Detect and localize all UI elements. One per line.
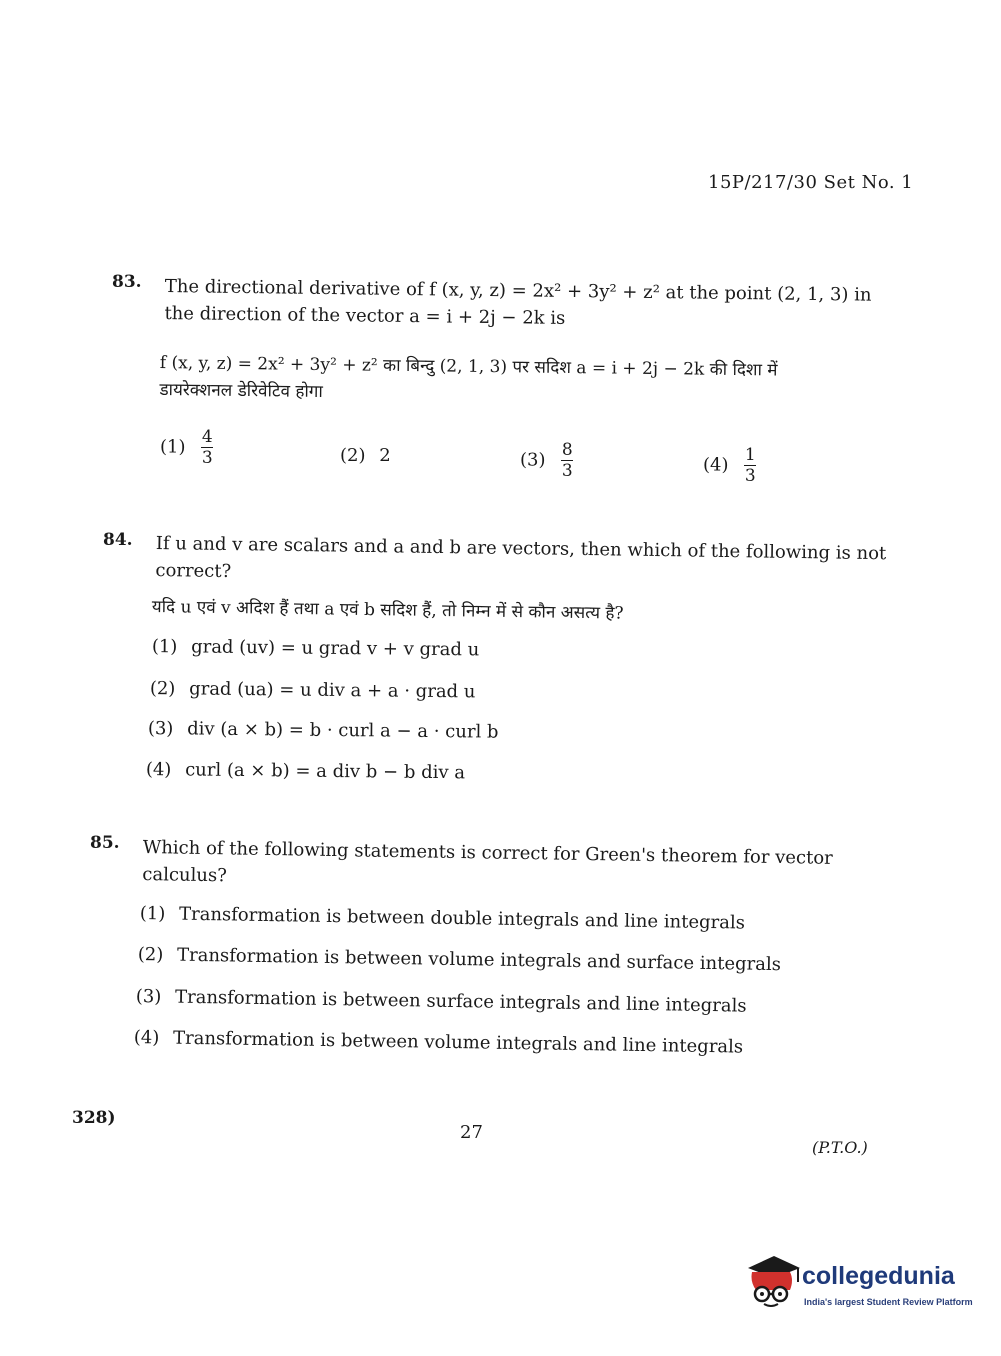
question-85-english-line1: Which of the following statements is correct for Green's theorem for vector (142, 836, 833, 869)
question-84-english-line2: correct? (155, 559, 232, 583)
option-label: (2) (149, 678, 176, 700)
brand-name: collegedunia (802, 1262, 955, 1290)
question-number-85: 85. (90, 833, 120, 853)
option-text: Transformation is between volume integrals and surface integrals (176, 944, 782, 976)
question-83-english-line2: the direction of the vector a = i + 2j − 2k is (164, 302, 566, 329)
question-number-83: 83. (112, 272, 142, 292)
option-label: (1) (151, 636, 178, 658)
question-85-english-line2: calculus? (142, 863, 228, 887)
option-label: (1) (160, 436, 186, 458)
question-84-option-3 (148, 718, 499, 743)
option-text: grad (uv) = u grad v + v grad u (191, 636, 480, 661)
question-84-option-1 (152, 636, 480, 660)
question-85-option-2 (138, 944, 781, 975)
question-84-option-4 (146, 759, 465, 783)
option-value: 2 (379, 445, 391, 466)
header-code: 15P/217/30 Set No. 1 (708, 172, 914, 193)
question-85-option-1 (140, 903, 745, 934)
option-text: curl (a × b) = a div b − b div a (185, 759, 466, 784)
question-84-text (155, 530, 901, 594)
fraction-numerator: 8 (561, 440, 573, 460)
fraction (744, 446, 756, 485)
fraction (561, 441, 573, 480)
page-number: 27 (460, 1122, 483, 1143)
question-83-option-4 (703, 446, 756, 485)
question-83-hindi-line2: डायरेक्शनल डेरिवेटिव होगा (159, 379, 323, 402)
fraction (201, 428, 213, 467)
option-label: (4) (133, 1027, 160, 1049)
question-83-hindi (159, 350, 910, 413)
question-83-option-3 (520, 441, 573, 480)
option-text: div (a × b) = b · curl a − a · curl b (187, 718, 499, 743)
option-label: (2) (340, 445, 366, 466)
question-83-option-1 (160, 428, 213, 467)
option-label: (4) (145, 759, 172, 781)
option-label: (1) (139, 903, 166, 925)
fraction-numerator: 4 (201, 427, 213, 447)
question-83-text (164, 273, 910, 336)
question-83-option-2 (340, 445, 391, 466)
option-text: Transformation is between volume integrals and line integrals (172, 1027, 744, 1058)
option-label: (2) (137, 944, 164, 966)
fraction-denominator: 3 (201, 448, 213, 468)
option-text: Transformation is between double integrals and line integrals (178, 903, 746, 934)
question-84-option-2 (150, 678, 476, 702)
option-label: (3) (147, 718, 174, 740)
question-85-option-3 (136, 986, 747, 1017)
question-83-hindi-line1: f (x, y, z) = 2x² + 3y² + z² का बिन्दु (2, 1, 3) पर सदिश a = i + 2j − 2k की दिशा में (159, 352, 778, 381)
question-84-english-line1: If u and v are scalars and a and b are vectors, then which of the following is not (155, 532, 887, 565)
fraction-numerator: 1 (744, 445, 756, 465)
option-text: grad (ua) = u div a + a · grad u (189, 678, 476, 703)
option-label: (3) (520, 449, 546, 471)
pto-note: (P.T.O.) (812, 1138, 868, 1157)
option-label: (4) (703, 454, 729, 476)
option-label: (3) (135, 986, 162, 1008)
question-84-hindi-line1: यदि u एवं v अदिश हैं तथा a एवं b सदिश हैं, तो निम्न में से कौन असत्य है? (151, 596, 624, 624)
footer-code: 328) (72, 1108, 116, 1128)
question-number-84: 84. (103, 530, 133, 550)
fraction-denominator: 3 (744, 466, 756, 486)
collegedunia-mascot-icon (740, 1250, 802, 1312)
brand-tagline: India's largest Student Review Platform (804, 1297, 973, 1307)
option-text: Transformation is between surface integrals and line integrals (174, 986, 747, 1017)
question-85-option-4 (134, 1027, 744, 1058)
question-85-text (142, 834, 893, 900)
fraction-denominator: 3 (561, 461, 573, 481)
question-83-english-line1: The directional derivative of f (x, y, z) = 2x² + 3y² + z² at the point (2, 1, 3) in (164, 275, 872, 306)
